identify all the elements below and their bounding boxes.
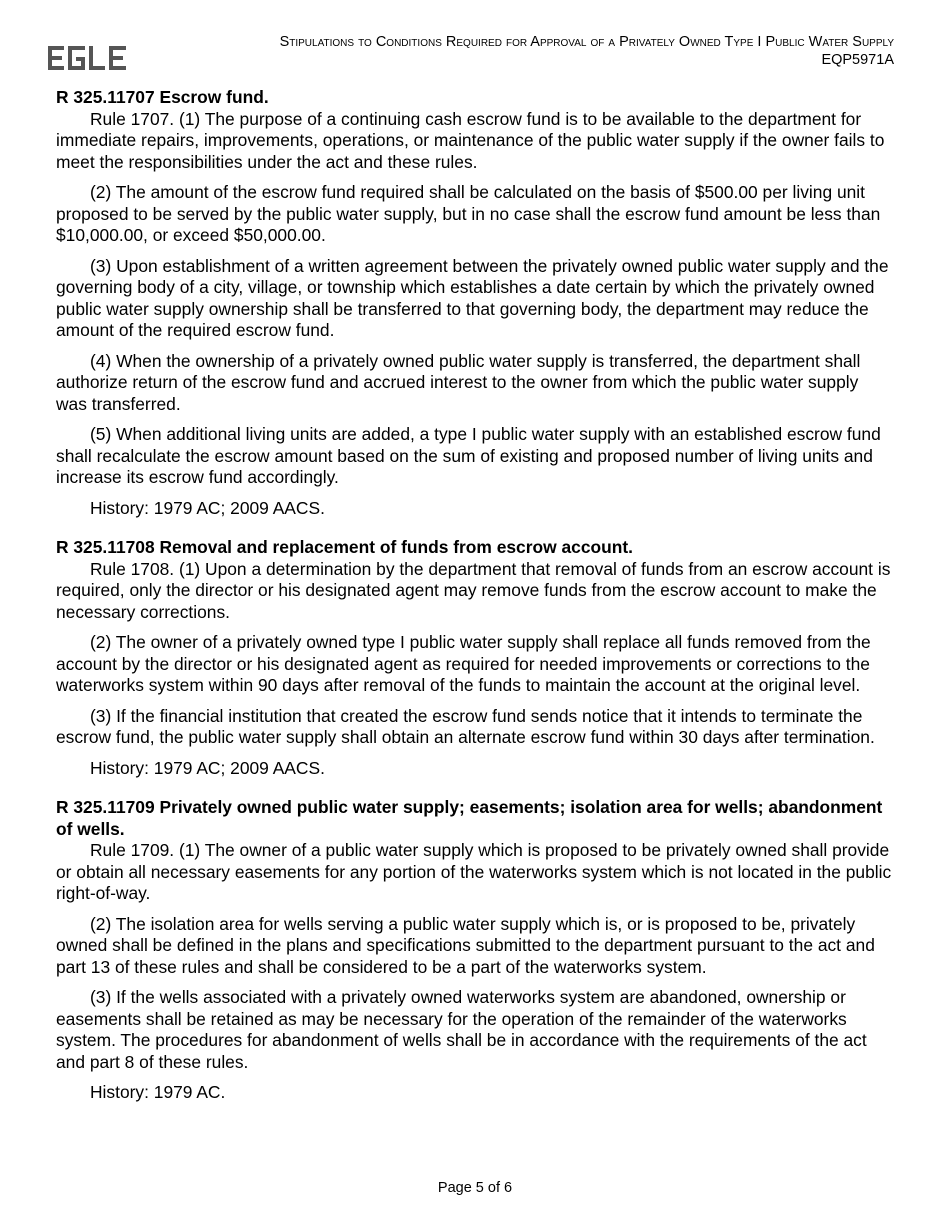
section-easements-wells	[56, 797, 894, 1104]
paragraph: (5) When additional living units are added, a type I public water supply with an established escrow fund shall recalculate the escrow amount based on the sum of existing and proposed number of living units and increase its escrow fund accordingly.	[56, 424, 881, 487]
history-note: History: 1979 AC; 2009 AACS.	[90, 757, 325, 778]
paragraph: Rule 1707. (1) The purpose of a continuing cash escrow fund is to be available to the department for immediate repairs, improvements, operations, or maintenance of the public water supply if the owner fails to meet the responsibilities under the act and these rules.	[56, 108, 885, 172]
page-header	[280, 33, 894, 69]
section-removal-replacement	[56, 537, 894, 779]
egle-logo	[48, 44, 128, 72]
form-number: EQP5971A	[821, 52, 894, 68]
paragraph: Rule 1709. (1) The owner of a public water supply which is proposed to be privately owned shall provide or obtain all necessary easements for any portion of the waterworks system which is not located in the public right-of-way.	[56, 840, 892, 903]
paragraph: Rule 1708. (1) Upon a determination by the department that removal of funds from an escrow account is required, only the director or his designated agent may remove funds from the escrow account to make the necessary corrections.	[56, 558, 891, 622]
section-heading: R 325.11709 Privately owned public water supply; easements; isolation area for wells; abandonment of wells.	[56, 797, 883, 839]
paragraph: (2) The amount of the escrow fund required shall be calculated on the basis of $500.00 per living unit proposed to be served by the public water supply, but in no case shall the escrow fund amount be less than $10,000.00, or exceed $50,000.00.	[56, 182, 881, 245]
page-number: Page 5 of 6	[437, 1180, 513, 1196]
paragraph: (2) The owner of a privately owned type I public water supply shall replace all funds removed from the account by the director or his designated agent as required for needed improvements or corrections to the waterworks system within 90 days after removal of the funds to maintain the account at the original level.	[56, 632, 871, 695]
history-note: History: 1979 AC.	[90, 1082, 226, 1102]
document-body	[56, 87, 894, 1122]
history-note: History: 1979 AC; 2009 AACS.	[90, 497, 325, 518]
paragraph: (2) The isolation area for wells serving a public water supply which is, or is proposed to be, privately owned shall be defined in the plans and specifications submitted to the department pursuant to the act and part 13 of these rules and shall be considered to be a part of the waterworks system.	[56, 913, 875, 977]
paragraph: (3) If the wells associated with a privately owned waterworks system are abandoned, ownership or easements shall be retained as may be necessary for the operation of the remainder of the waterworks system. The procedures for abandonment of wells shall be in accordance with the requirements of the act and part 8 of these rules.	[56, 987, 867, 1072]
section-heading: R 325.11707 Escrow fund.	[56, 87, 269, 107]
paragraph: (4) When the ownership of a privately owned public water supply is transferred, the department shall authorize return of the escrow fund and accrued interest to the owner from which the public water supply was transferred.	[56, 350, 861, 414]
section-heading: R 325.11708 Removal and replacement of funds from escrow account.	[56, 537, 633, 557]
paragraph: (3) If the financial institution that created the escrow fund sends notice that it intends to terminate the escrow fund, the public water supply shall obtain an alternate escrow fund within 30 days after termination.	[56, 705, 875, 747]
document-title: Stipulations to Conditions Required for Approval of a Privately Owned Type I Public Water Supply	[279, 34, 894, 50]
paragraph: (3) Upon establishment of a written agreement between the privately owned public water supply and the governing body of a city, village, or township which establishes a date certain by which the privately owned public water supply ownership shall be transferred to that governing body, the department may reduce the amount of the required escrow fund.	[56, 255, 889, 340]
section-escrow-fund	[56, 87, 894, 519]
